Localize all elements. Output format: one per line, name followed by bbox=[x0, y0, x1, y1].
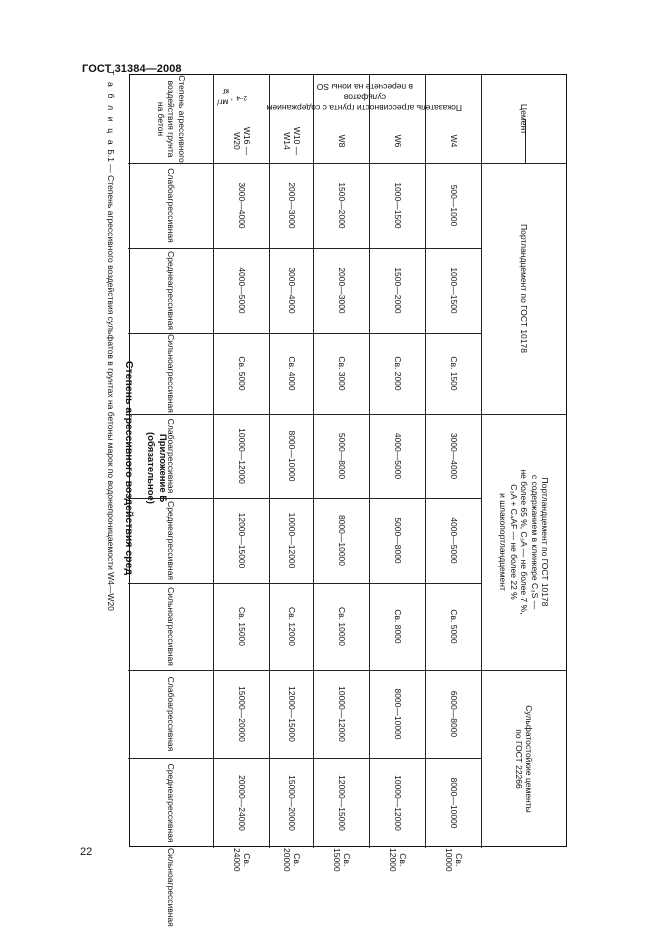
value-cell: 6000—8000 bbox=[449, 690, 460, 738]
header-grade-w6: W6 bbox=[393, 134, 404, 148]
value-cell: 15000—20000 bbox=[237, 686, 248, 742]
value-cell: Св. 8000 bbox=[393, 609, 404, 644]
value-cell: Св. 2000 bbox=[393, 356, 404, 391]
header-indicator: Показатель агрессивности грунта с содержанием сульфатов в пересчете на ионы SO 2− 4 , мг/кг bbox=[217, 81, 463, 113]
value-cell: 2000—3000 bbox=[287, 182, 298, 229]
value-cell: 5000—8000 bbox=[337, 432, 348, 480]
value-cell: Св. 3000 bbox=[337, 356, 348, 391]
value-cell: 1500—2000 bbox=[393, 267, 404, 314]
degree-cell: Слабоагрессивная bbox=[166, 168, 177, 243]
value-cell: Св. 15000 bbox=[237, 606, 248, 646]
value-cell: 8000—10000 bbox=[287, 430, 298, 482]
header-degree: Степень агрессивного воздействия грунта на бетон bbox=[155, 75, 187, 163]
value-cell: 3000—4000 bbox=[449, 432, 460, 480]
value-cell: 15000—20000 bbox=[287, 775, 298, 831]
value-cell: 12000—15000 bbox=[287, 686, 298, 742]
value-cell: 1000—1500 bbox=[449, 267, 460, 314]
cement-group-2: Портландцемент по ГОСТ 10178 с содержанием в клинкере C₃S — не более 65 %, C₃A — не более 7 %, C₃A + C₄AF — не более 22 % и шлакопортландцемент bbox=[498, 469, 551, 615]
table-caption-text: Б.1 — Степень агрессивного воздействия сульфатов в грунтах на бетоны марок по водонепроницаемости W4—W20 bbox=[106, 149, 116, 611]
degree-cell: Среднеагрессивная bbox=[166, 501, 177, 580]
value-cell: 20000—24000 bbox=[237, 775, 248, 831]
value-cell: Св. 10000 bbox=[444, 848, 465, 872]
rotated-content bbox=[83, 68, 571, 927]
value-cell: 4000—5000 bbox=[237, 267, 248, 314]
value-cell: Св. 4000 bbox=[287, 356, 298, 391]
header-grade-w10—w14: W10 — W14 bbox=[282, 126, 303, 156]
value-cell: 12000—15000 bbox=[337, 775, 348, 831]
value-cell: Св. 10000 bbox=[337, 606, 348, 646]
table-caption-label: Т а б л и ц а bbox=[106, 70, 116, 147]
value-cell: 10000—12000 bbox=[287, 512, 298, 569]
header-grade-w4: W4 bbox=[449, 134, 460, 148]
header-cement: Цемент bbox=[519, 103, 530, 135]
value-cell: Св. 15000 bbox=[332, 848, 353, 872]
table-caption bbox=[106, 70, 116, 611]
degree-cell: Сильноагрессивная bbox=[166, 848, 177, 927]
cement-group-3: Сульфатостойкие цементы по ГОСТ 22266 bbox=[514, 705, 535, 813]
value-cell: Св. 1500 bbox=[449, 356, 460, 391]
value-cell: Св. 12000 bbox=[388, 848, 409, 872]
header-grade-w8: W8 bbox=[337, 134, 348, 148]
value-cell: 2000—3000 bbox=[337, 267, 348, 314]
appendix-title: Приложение Б bbox=[157, 433, 168, 503]
degree-cell: Сильноагрессивная bbox=[166, 334, 177, 413]
appendix-status: (обязательное) bbox=[145, 432, 156, 504]
degree-cell: Сильноагрессивная bbox=[166, 587, 177, 666]
value-cell: Св. 12000 bbox=[287, 606, 298, 646]
value-cell: 8000—10000 bbox=[449, 777, 460, 829]
value-cell: Св. 5000 bbox=[449, 609, 460, 644]
value-cell: 3000—4000 bbox=[237, 182, 248, 229]
value-cell: 10000—12000 bbox=[237, 428, 248, 484]
degree-cell: Слабоагрессивная bbox=[166, 676, 177, 752]
cement-group-1: Портландцемент по ГОСТ 10178 bbox=[519, 224, 530, 353]
value-cell: 5000—8000 bbox=[393, 517, 404, 564]
degree-cell: Среднеагрессивная bbox=[166, 251, 177, 330]
value-cell: 1500—2000 bbox=[337, 182, 348, 229]
value-cell: 500—1000 bbox=[449, 184, 460, 227]
value-cell: 3000—4000 bbox=[287, 267, 298, 314]
degree-cell: Среднеагрессивная bbox=[166, 763, 177, 843]
value-cell: 12000—15000 bbox=[237, 512, 248, 569]
value-cell: Св. 5000 bbox=[237, 356, 248, 391]
value-cell: 4000—5000 bbox=[393, 432, 404, 480]
value-cell: 8000—10000 bbox=[393, 688, 404, 740]
value-cell: 8000—10000 bbox=[337, 514, 348, 567]
value-cell: 1000—1500 bbox=[393, 182, 404, 229]
value-cell: 10000—12000 bbox=[393, 775, 404, 831]
page-number: 22 bbox=[80, 846, 93, 858]
value-cell: 10000—12000 bbox=[337, 686, 348, 742]
appendix-heading: Степень агрессивного воздействия сред bbox=[123, 360, 135, 576]
value-cell: Св. 20000 bbox=[282, 848, 303, 872]
degree-cell: Слабоагрессивная bbox=[166, 418, 177, 494]
document-header: ГОСТ 31384—2008 bbox=[82, 63, 182, 75]
sulfate-table bbox=[129, 74, 567, 927]
value-cell: 4000—5000 bbox=[449, 517, 460, 564]
header-grade-w16—w20: W16 — W20 bbox=[232, 126, 253, 156]
value-cell: Св. 24000 bbox=[232, 848, 253, 872]
